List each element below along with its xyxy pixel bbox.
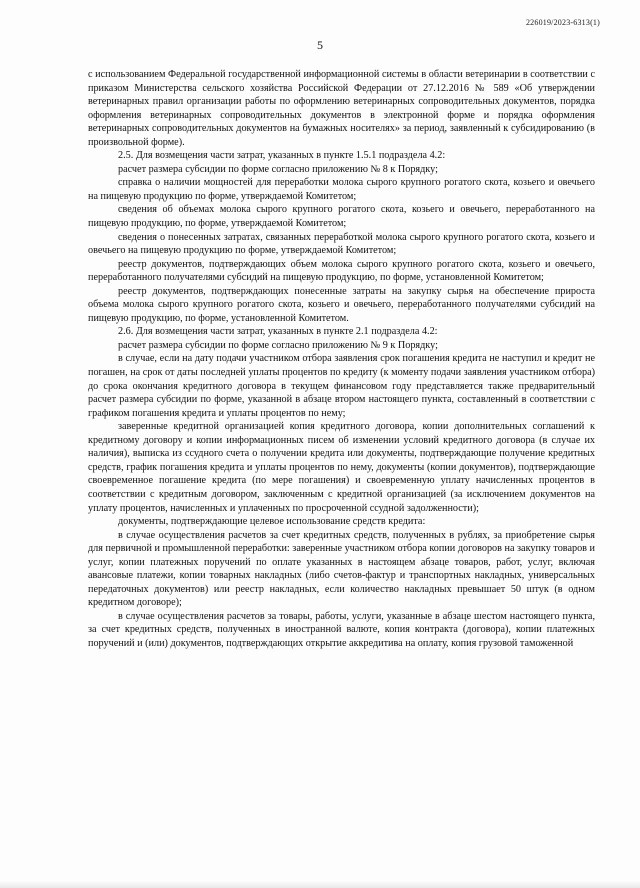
paragraph: в случае, если на дату подачи участником отбора заявления срок погашения кредита не наступил и кредит не погашен, на срок от даты последней уплаты процентов по кредиту (к моменту подачи заявления участником отбора) до срока окончания кредитного договора в текущем финансовом году представляется также предварительный расчет размера субсидии по форме, указанной в абзаце втором настоящего пункта, составленный в соответствии с графиком погашения кредита и уплаты процентов по нему; xyxy=(88,353,595,419)
document-body xyxy=(88,68,595,651)
paragraph: с использованием Федеральной государственной информационной системы в области ветеринарии в соответствии с приказом Министерства сельского хозяйства Российской Федерации от 27.12.2016 № 589 «Об утверждении ветеринарных правил организации работы по оформлению ветеринарных сопроводительных документов, порядка оформления ветеринарных сопроводительных документов в электронной форме и порядка оформления ветеринарных сопроводительных документов на бумажных носителях» за период, заявленный к субсидированию (в произвольной форме). xyxy=(88,69,595,148)
paragraph: 2.5. Для возмещения части затрат, указанных в пункте 1.5.1 подраздела 4.2: xyxy=(118,150,446,162)
paragraph: сведения об объемах молока сырого крупного рогатого скота, козьего и овечьего, переработанного на пищевую продукцию, по форме, утверждаемой Комитетом; xyxy=(88,204,595,230)
paragraph: справка о наличии мощностей для переработки молока сырого крупного рогатого скота, козьего и овечьего на пищевую продукцию по форме, утверждаемой Комитетом; xyxy=(88,177,595,202)
paragraph: 2.6. Для возмещения части затрат, указанных в пункте 2.1 подраздела 4.2: xyxy=(118,326,438,338)
paragraph: в случае осуществления расчетов за счет кредитных средств, полученных в рублях, за приобретение сырья для первичной и промышленной переработки: заверенные участником отбора копии договоров на закупку товаров и услуг, копии платежных поручений по оплате указанных в настоящем абзаце товаров, работ, услуг, включая авансовые платежи, копии товарных накладных (либо счетов-фактур и транспортных накладных, универсальных передаточных документов) или реестр накладных, если количество накладных превышает 50 штук (в одном кредитном договоре); xyxy=(88,529,595,609)
paragraph: расчет размера субсидии по форме согласно приложению № 8 к Порядку; xyxy=(118,163,438,175)
paragraph: в случае осуществления расчетов за товары, работы, услуги, указанные в абзаце шестом настоящего пункта, за счет кредитных средств, полученных в иностранной валюте, копия контракта (договора), копии платежных поручений и (или) документов, подтверждающих открытие аккредитива на оплату, копия грузовой таможенной xyxy=(88,610,595,649)
paragraph: сведения о понесенных затратах, связанных переработкой молока сырого крупного рогатого скота, козьего и овечьего на пищевую продукцию по форме, утверждаемой Комитетом; xyxy=(88,231,595,257)
page-number: 5 xyxy=(317,38,323,52)
paragraph: реестр документов, подтверждающих объем молока сырого крупного рогатого скота, козьего и овечьего, переработанного получателями субсидий на пищевую продукцию, по форме, установленной Комитетом; xyxy=(88,258,595,284)
paragraph: расчет размера субсидии по форме согласно приложению № 9 к Порядку; xyxy=(118,339,438,351)
paragraph: заверенные кредитной организацией копия кредитного договора, копии дополнительных соглашений к кредитному договору и копии информационных писем об изменении условий кредитного договора (в случае их наличия), выписка из ссудного счета о получении кредита или документы, подтверждающие получение кредитных средств, график погашения кредита и уплаты процентов по нему, документы (копии документов), подтверждающие своевременное погашение кредита (по мере погашения) и своевременную уплату начисленных процентов в соответствии с кредитным договором, заключенным с кредитной организацией (за исключением документов на уплату процентов, начисленных и уплаченных по просроченной ссудной задолженности); xyxy=(88,421,595,514)
scan-edge xyxy=(0,880,640,888)
document-number: 226019/2023-6313(1) xyxy=(525,18,600,27)
paragraph: реестр документов, подтверждающих понесенные затраты на закупку сырья на обеспечение прироста объема молока сырого крупного рогатого скота, козьего и овечьего, переработанного получателями субсидий на пищевую продукцию, по форме, установленной Комитетом. xyxy=(88,285,595,324)
paragraph: документы, подтверждающие целевое использование средств кредита: xyxy=(118,516,426,528)
